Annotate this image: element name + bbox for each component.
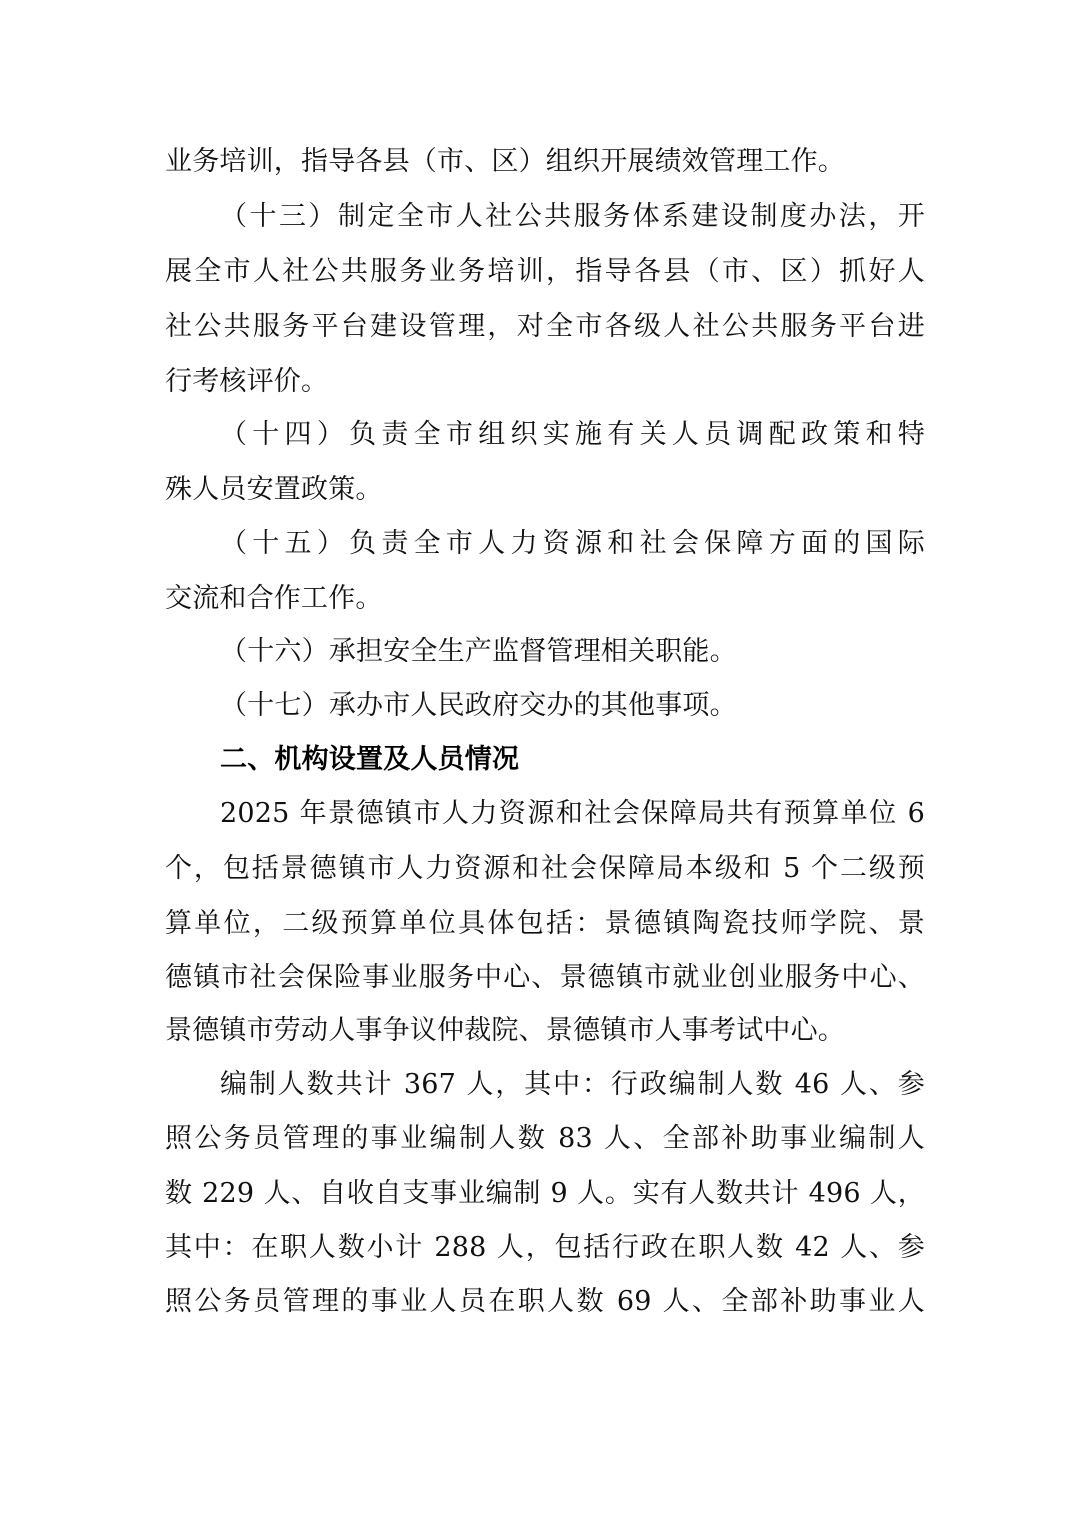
text-line-17: 景德镇市劳动人事争议仲裁院、景德镇市人事考试中心。	[165, 1015, 845, 1046]
text-line-1: 业务培训，指导各县（市、区）组织开展绩效管理工作。	[165, 146, 845, 177]
text-line-2: （十三）制定全市人社公共服务体系建设制度办法，开	[220, 201, 925, 232]
text-line-14: 个，包括景德镇市人力资源和社会保障局本级和 5 个二级预	[165, 853, 925, 884]
text-line-15: 算单位，二级预算单位具体包括：景德镇陶瓷技师学院、景	[165, 908, 925, 939]
text-line-8: （十五）负责全市人力资源和社会保障方面的国际	[220, 528, 925, 559]
text-line-19: 照公务员管理的事业编制人数 83 人、全部补助事业编制人	[165, 1123, 925, 1154]
text-line-9: 交流和合作工作。	[165, 583, 383, 614]
text-line-20: 数 229 人、自收自支事业编制 9 人。实有人数共计 496 人，	[165, 1178, 925, 1209]
text-line-4: 社公共服务平台建设管理，对全市各级人社公共服务平台进	[165, 311, 925, 342]
text-line-10: （十六）承担安全生产监督管理相关职能。	[220, 636, 737, 667]
text-line-7: 殊人员安置政策。	[165, 474, 383, 505]
text-line-6: （十四）负责全市组织实施有关人员调配政策和特	[220, 419, 925, 450]
text-line-22: 照公务员管理的事业人员在职人数 69 人、全部补助事业人	[165, 1286, 925, 1317]
text-line-18: 编制人数共计 367 人，其中：行政编制人数 46 人、参	[220, 1069, 925, 1100]
text-line-5: 行考核评价。	[165, 366, 329, 397]
section-heading: 二、机构设置及人员情况	[220, 744, 520, 775]
text-line-21: 其中：在职人数小计 288 人，包括行政在职人数 42 人、参	[165, 1232, 925, 1263]
text-line-11: （十七）承办市人民政府交办的其他事项。	[220, 690, 737, 721]
text-line-3: 展全市人社公共服务业务培训，指导各县（市、区）抓好人	[165, 256, 925, 287]
text-line-13: 2025 年景德镇市人力资源和社会保障局共有预算单位 6	[220, 798, 925, 829]
text-line-16: 德镇市社会保险事业服务中心、景德镇市就业创业服务中心、	[165, 962, 925, 993]
